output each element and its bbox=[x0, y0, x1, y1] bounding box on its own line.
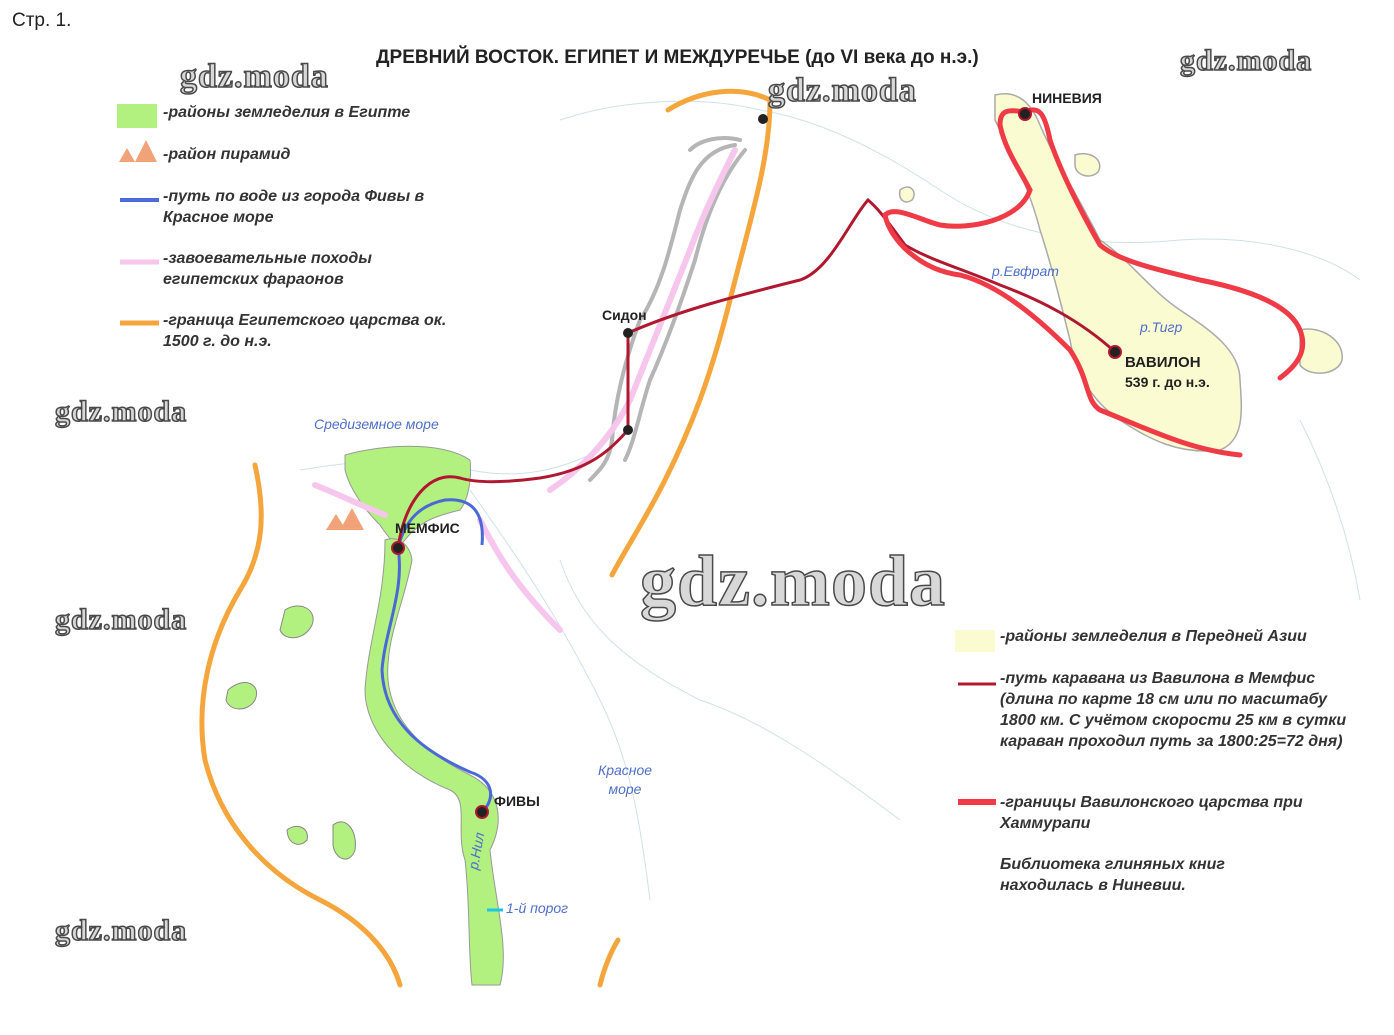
legend-asia-farming: -районы земледелия в Передней Азии bbox=[1000, 628, 1307, 645]
pyramid-icons bbox=[326, 508, 364, 530]
sea-label-mediterranean: Средиземное море bbox=[314, 416, 439, 432]
library-note: Библиотека глиняных книг находилась в Ниневии. bbox=[1000, 856, 1225, 894]
legend-campaigns: -завоевательные походы египетских фараонов bbox=[163, 250, 372, 288]
legend-egypt-farming: -районы земледелия в Египте bbox=[163, 104, 411, 121]
river-label-tigris: р.Тигр bbox=[1140, 319, 1183, 335]
city-label-sidon: Сидон bbox=[602, 307, 647, 323]
legend-caravan: -путь каравана из Вавилона в Мемфис (длина по карте 18 см или по масштабу 1800 км. С учётом скорости 25 км в сутки караван проходил путь за 1800:25=72 дня) bbox=[1000, 670, 1347, 750]
city-label-memphis: МЕМФИС bbox=[395, 520, 460, 536]
city-label-babylon-date: 539 г. до н.э. bbox=[1125, 374, 1210, 390]
legend-pyramids: -район пирамид bbox=[163, 146, 291, 163]
river-label-nile: р.Нил bbox=[465, 831, 488, 871]
page-number: Стр. 1. bbox=[12, 10, 72, 31]
watermark: gdz.moda bbox=[55, 914, 188, 947]
legend-babylon-border: -границы Вавилонского царства при Хаммурапи bbox=[1000, 794, 1303, 832]
river-label-euphrates: р.Евфрат bbox=[992, 263, 1059, 279]
city-label-thebes: ФИВЫ bbox=[494, 793, 540, 809]
legend-egypt-border: -граница Египетского царства ок. 1500 г. до н.э. bbox=[163, 312, 447, 350]
watermark: gdz.moda bbox=[55, 395, 188, 428]
watermark: gdz.moda bbox=[768, 72, 917, 109]
egypt-farming-areas bbox=[226, 446, 503, 985]
caravan-route bbox=[398, 200, 1115, 548]
sea-label-red-sea: Красное море bbox=[597, 762, 653, 797]
city-label-babylon: ВАВИЛОН bbox=[1125, 354, 1201, 371]
watermark: gdz.moda bbox=[180, 58, 329, 95]
cataract-label: 1-й порог bbox=[506, 900, 569, 916]
city-label-nineveh: НИНЕВИЯ bbox=[1032, 90, 1102, 106]
map-title: ДРЕВНИЙ ВОСТОК. ЕГИПЕТ И МЕЖДУРЕЧЬЕ (до VI века до н.э.) bbox=[376, 47, 979, 68]
watermark: gdz.moda bbox=[55, 603, 188, 636]
legend-water-route: -путь по воде из города Фивы в Красное море bbox=[163, 188, 425, 226]
watermark-large: gdz.moda bbox=[640, 541, 947, 621]
watermark: gdz.moda bbox=[1180, 44, 1313, 77]
